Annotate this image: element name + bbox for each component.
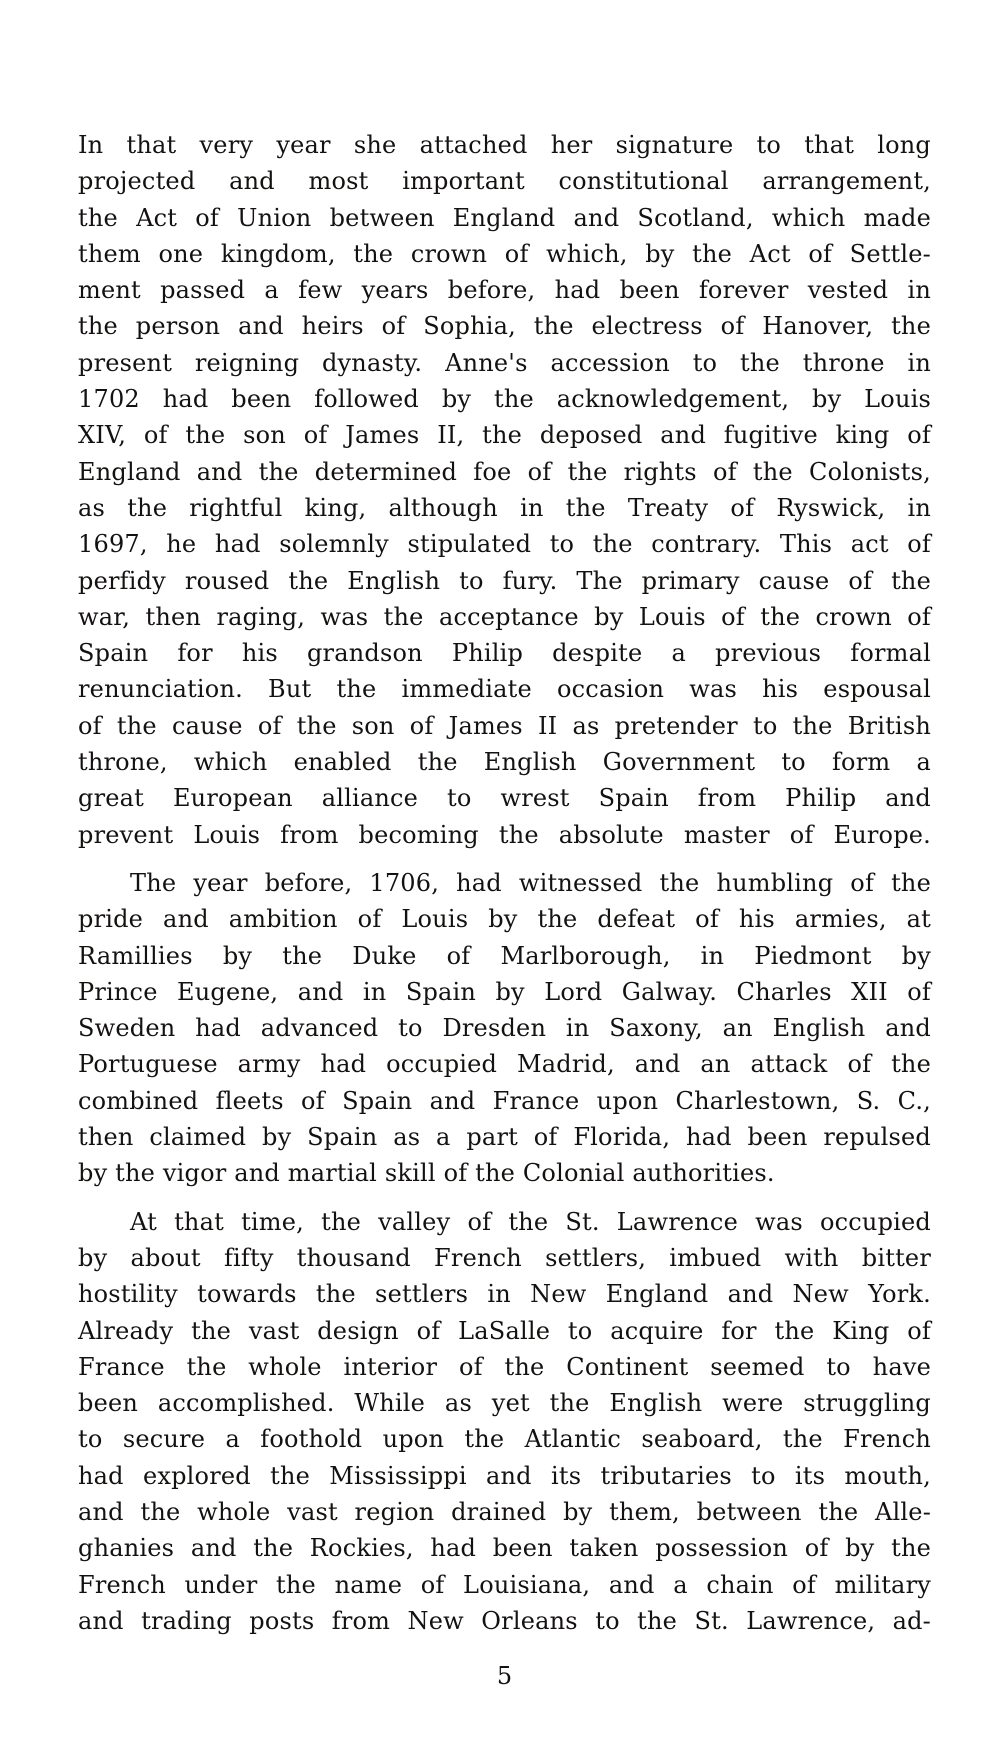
text-line: XIV, of the son of James II, the deposed and fugitive king of <box>78 421 931 450</box>
text-line: France the whole interior of the Continent seemed to have <box>78 1352 931 1381</box>
text-line: to secure a foothold upon the Atlantic seaboard, the French <box>78 1425 931 1454</box>
text-line: Sweden had advanced to Dresden in Saxony, an English and <box>78 1014 931 1043</box>
text-line: combined fleets of Spain and France upon Charlestown, S. C., <box>78 1086 931 1115</box>
text-line: pride and ambition of Louis by the defeat of his armies, at <box>78 905 931 934</box>
text-line: had explored the Mississippi and its tributaries to its mouth, <box>78 1461 931 1490</box>
text-line: by about fifty thousand French settlers, imbued with bitter <box>78 1243 931 1272</box>
paragraph <box>78 1204 931 1640</box>
text-line: prevent Louis from becoming the absolute master of Europe. <box>78 820 931 849</box>
paragraph <box>78 865 931 1192</box>
text-line: the Act of Union between England and Scotland, which made <box>78 203 931 232</box>
paragraph <box>78 127 931 853</box>
text-line: Spain for his grandson Philip despite a previous formal <box>78 639 931 668</box>
text-line: throne, which enabled the English Government to form a <box>78 748 931 777</box>
text-line: present reigning dynasty. Anne's accession to the throne in <box>78 348 931 377</box>
text-line: Already the vast design of LaSalle to acquire for the King of <box>78 1316 931 1345</box>
text-line: projected and most important constitutional arrangement, <box>78 167 931 196</box>
text-line: Portuguese army had occupied Madrid, and an attack of the <box>78 1050 931 1079</box>
text-line: ment passed a few years before, had been forever vested in <box>78 276 931 305</box>
text-line: great European alliance to wrest Spain from Philip and <box>78 784 931 813</box>
text-line: by the vigor and martial skill of the Colonial authorities. <box>78 1159 775 1188</box>
text-block <box>78 127 931 1639</box>
text-line: and trading posts from New Orleans to the St. Lawrence, ad- <box>78 1606 931 1635</box>
text-line: renunciation. But the immediate occasion was his espousal <box>78 675 931 704</box>
text-line: Ramillies by the Duke of Marlborough, in Piedmont by <box>78 941 931 970</box>
text-line: been accomplished. While as yet the English were struggling <box>78 1389 931 1418</box>
text-line: as the rightful king, although in the Treaty of Ryswick, in <box>78 493 931 522</box>
text-line: 1697, he had solemnly stipulated to the contrary. This act of <box>78 530 931 559</box>
text-line: the person and heirs of Sophia, the electress of Hanover, the <box>78 312 931 341</box>
text-line: ghanies and the Rockies, had been taken possession of by the <box>78 1534 931 1563</box>
text-line: them one kingdom, the crown of which, by the Act of Settle- <box>78 239 931 268</box>
text-line: of the cause of the son of James II as pretender to the British <box>78 711 931 740</box>
page-number: 5 <box>496 1662 513 1690</box>
text-line: 1702 had been followed by the acknowledgement, by Louis <box>78 385 931 414</box>
text-line: At that time, the valley of the St. Lawrence was occupied <box>130 1207 931 1236</box>
text-line: perfidy roused the English to fury. The primary cause of the <box>78 566 931 595</box>
text-line: hostility towards the settlers in New England and New York. <box>78 1280 931 1309</box>
text-line: then claimed by Spain as a part of Florida, had been repulsed <box>78 1123 931 1152</box>
text-line: French under the name of Louisiana, and a chain of military <box>78 1570 931 1599</box>
text-line: and the whole vast region drained by them, between the Alle- <box>78 1497 931 1526</box>
text-line: In that very year she attached her signature to that long <box>78 131 931 159</box>
text-line: Prince Eugene, and in Spain by Lord Galway. Charles XII of <box>78 977 931 1006</box>
text-line: The year before, 1706, had witnessed the humbling of the <box>130 868 931 897</box>
text-line: England and the determined foe of the rights of the Colonists, <box>78 457 931 486</box>
text-line: war, then raging, was the acceptance by Louis of the crown of <box>78 602 931 631</box>
